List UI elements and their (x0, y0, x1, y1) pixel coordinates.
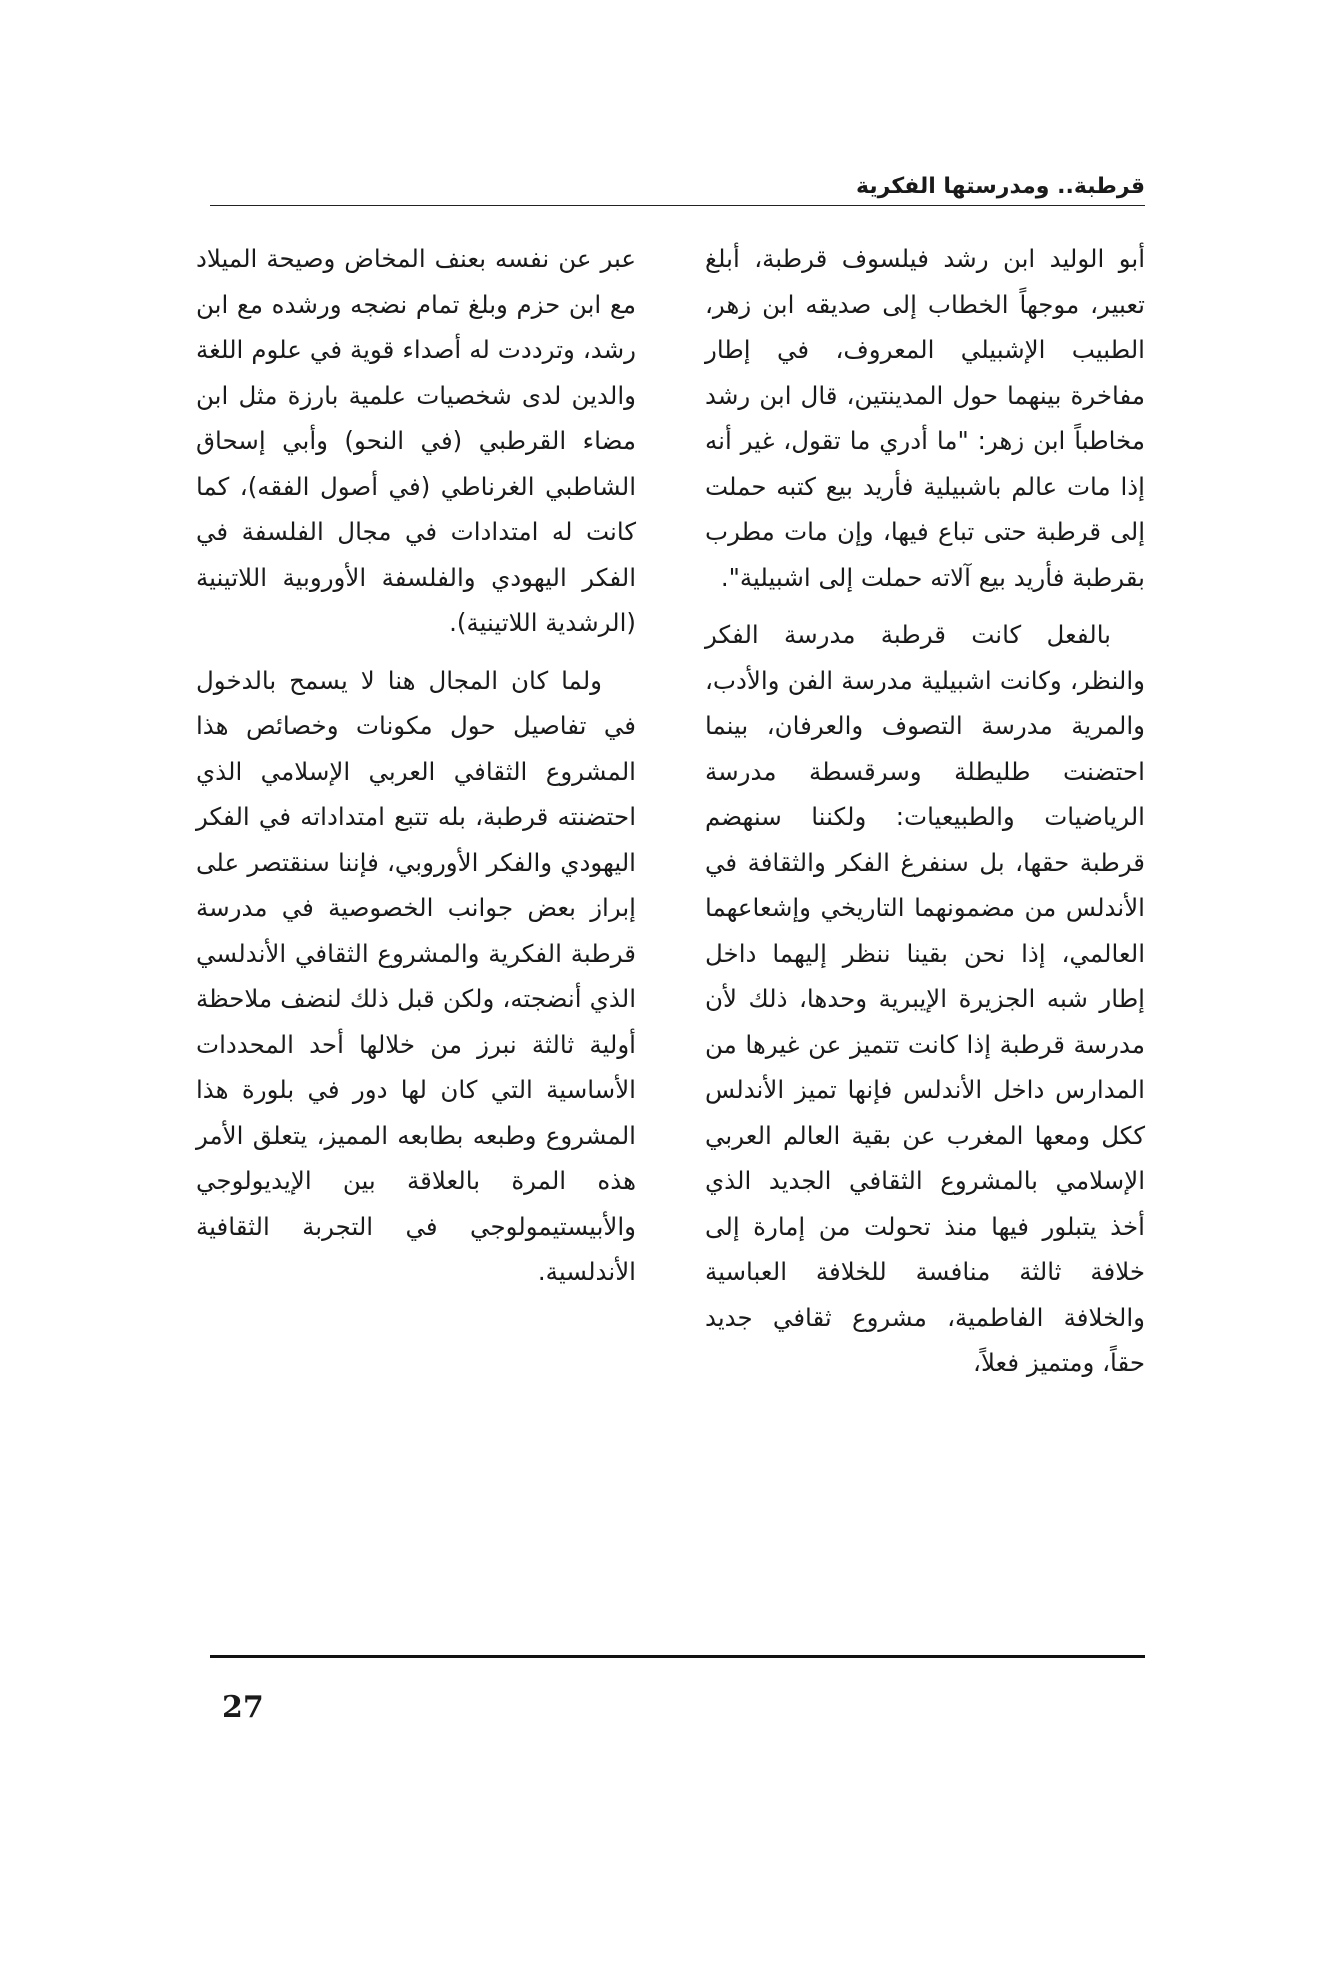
page-number: 27 (222, 1690, 264, 1725)
right-column (705, 236, 1145, 1398)
paragraph: ولما كان المجال هنا لا يسمح بالدخول في تفاصيل حول مكونات وخصائص هذا المشروع الثقافي العربي الإسلامي الذي احتضنته قرطبة، بله تتبع امتداداته في الفكر اليهودي والفكر الأوروبي، فإننا سنقتصر على إبراز بعض جوانب الخصوصية في مدرسة قرطبة الفكرية والمشروع الثقافي الأندلسي الذي أنضجته، ولكن قبل ذلك لنضف ملاحظة أولية ثالثة نبرز من خلالها أحد المحددات الأساسية التي كان لها دور في بلورة هذا المشروع وطبعه بطابعه المميز، يتعلق الأمر هذه المرة بالعلاقة بين الإيديولوجي والأبيستيمولوجي في التجربة الثقافية الأندلسية. (196, 665, 636, 1286)
header-rule (210, 205, 1145, 206)
paragraph: بالفعل كانت قرطبة مدرسة الفكر والنظر، وكانت اشبيلية مدرسة الفن والأدب، والمرية مدرسة التصوف والعرفان، بينما احتضنت طليطلة وسرقسطة مدرسة الرياضيات والطبيعيات: ولكننا سنهضم قرطبة حقها، بل سنفرغ الفكر والثقافة في الأندلس من مضمونهما التاريخي وإشعاعهما العالمي، إذا نحن بقينا ننظر إليهما داخل إطار شبه الجزيرة الإيبرية وحدها، ذلك لأن مدرسة قرطبة إذا كانت تتميز عن غيرها من المدارس داخل الأندلس فإنها تميز الأندلس ككل ومعها المغرب عن بقية العالم العربي الإسلامي بالمشروع الثقافي الجديد الذي أخذ يتبلور فيها منذ تحولت من إمارة إلى خلافة ثالثة منافسة للخلافة العباسية والخلافة الفاطمية، مشروع ثقافي جديد حقاً، ومتميز فعلاً، (705, 620, 1145, 1377)
paragraph: عبر عن نفسه بعنف المخاض وصيحة الميلاد مع ابن حزم وبلغ تمام نضجه ورشده مع ابن رشد، وترددت له أصداء قوية في علوم اللغة والدين لدى شخصيات علمية بارزة مثل ابن مضاء القرطبي (في النحو) وأبي إسحاق الشاطبي الغرناطي (في أصول الفقه)، كما كانت له امتدادات في مجال الفلسفة في الفكر اليهودي والفلسفة الأوروبية اللاتينية (الرشدية اللاتينية). (196, 244, 636, 637)
running-title: قرطبة.. ومدرستها الفكرية (856, 174, 1145, 199)
running-header (210, 172, 1145, 206)
paragraph: أبو الوليد ابن رشد فيلسوف قرطبة، أبلغ تعبير، موجهاً الخطاب إلى صديقه ابن زهر، الطبيب الإشبيلي المعروف، في إطار مفاخرة بينهما حول المدينتين، قال ابن رشد مخاطباً ابن زهر: "ما أدري ما تقول، غير أنه إذا مات عالم باشبيلية فأريد بيع كتبه حملت إلى قرطبة حتى تباع فيها، وإن مات مطرب بقرطبة فأريد بيع آلاته حملت إلى اشبيلية". (705, 244, 1145, 592)
left-column (196, 236, 636, 1307)
footer-rule (210, 1655, 1145, 1658)
